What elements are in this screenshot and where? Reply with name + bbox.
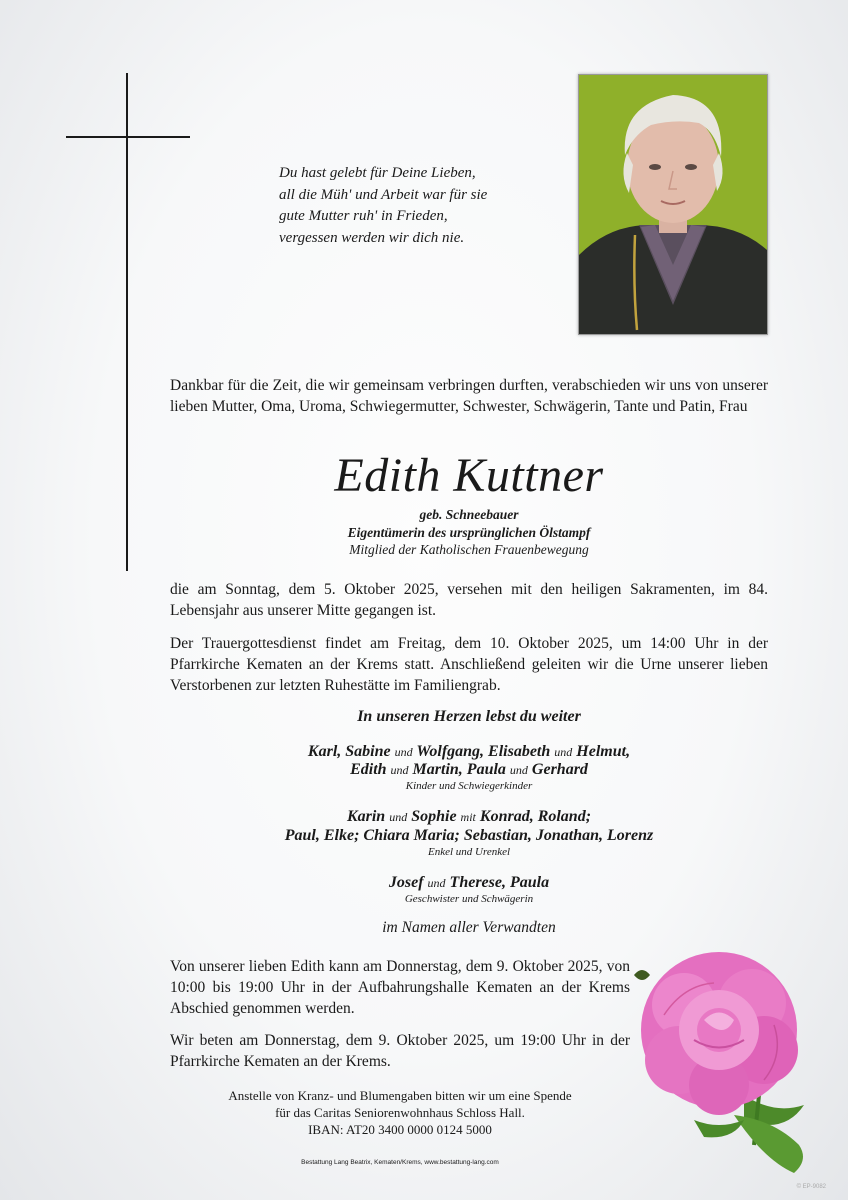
rose-flower-icon xyxy=(624,945,834,1185)
portrait-illustration xyxy=(579,75,767,334)
grandchildren-label: Enkel und Urenkel xyxy=(427,846,511,858)
prayer-text: Wir beten am Donnerstag, dem 9. Oktober 2025, um 19:00 Uhr in der Pfarrkirche Kematen an der Krems. xyxy=(170,1032,630,1070)
poem-line: vergessen werden wir dich nie. xyxy=(279,229,465,246)
mourner-names: Gerhard xyxy=(531,761,588,778)
poem-line: Du hast gelebt für Deine Lieben, xyxy=(279,165,476,181)
service-text: Der Trauergottesdienst findet am Freitag, dem 10. Oktober 2025, um 14:00 Uhr in der Pfarrkirche Kematen an der Krems statt. Anschließend geleiten wir die Urne unserer lieben Verstorbenen zur letzten Ruhestätte im Familiengrab. xyxy=(170,635,768,694)
children-label: Kinder und Schwiegerkinder xyxy=(405,780,533,792)
mourner-names: Josef xyxy=(388,874,424,891)
intro-text: Dankbar für die Zeit, die wir gemeinsam verbringen durften, verabschieden wir uns von unserer lieben Mutter, Oma, Uroma, Schwiegermutter, Schwester, Schwägerin, Tante und Patin, Frau xyxy=(170,377,768,415)
funeral-home-footer: Bestattung Lang Beatrix, Kematen/Krems, www.bestattung-lang.com xyxy=(301,1159,499,1166)
mourner-names: Wolfgang, Elisabeth xyxy=(416,743,551,760)
membership-text: Mitglied der Katholischen Frauenbewegung xyxy=(349,542,589,557)
cross-vertical xyxy=(126,73,128,571)
viewing-text: Von unserer lieben Edith kann am Donnerstag, dem 9. Oktober 2025, von 10:00 bis 19:00 Uhr in der Aufbahrungshalle Kematen an der Krems Abschied genommen werden. xyxy=(170,958,630,1017)
children-line-2 xyxy=(170,759,768,781)
birth-name: geb. Schneebauer xyxy=(419,507,519,522)
connector: mit xyxy=(460,810,476,824)
mourner-names: Therese, Paula xyxy=(449,874,550,891)
poem-line: all die Müh' und Arbeit war für sie xyxy=(279,186,488,203)
mourner-names: Karin xyxy=(346,808,386,825)
siblings-line xyxy=(170,872,768,894)
connector: und xyxy=(509,763,528,777)
mourner-names: Sophie xyxy=(411,808,457,825)
relatives-line: im Namen aller Verwandten xyxy=(382,919,556,936)
donation-line: für das Caritas Seniorenwohnhaus Schloss Hall. xyxy=(275,1105,525,1120)
donation-iban: IBAN: AT20 3400 0000 0124 5000 xyxy=(308,1122,492,1137)
poem-line: gute Mutter ruh' in Frieden, xyxy=(279,208,448,224)
donation-note xyxy=(170,1087,630,1138)
siblings-label: Geschwister und Schwägerin xyxy=(404,893,534,905)
role-text: Eigentümerin des ursprünglichen Ölstampf xyxy=(347,525,591,540)
portrait-photo xyxy=(578,74,768,335)
death-text: die am Sonntag, dem 5. Oktober 2025, versehen mit den heiligen Sakramenten, im 84. Lebensjahr aus unserer Mitte gegangen ist. xyxy=(170,581,768,619)
connector: und xyxy=(394,745,413,759)
connector: und xyxy=(554,745,573,759)
mourner-names: Edith xyxy=(350,761,387,778)
copyright-mark: © EP-9082 xyxy=(796,1184,826,1190)
donation-line: Anstelle von Kranz- und Blumengaben bitten wir um eine Spende xyxy=(228,1088,572,1103)
memorial-poem xyxy=(279,163,539,249)
deceased-name: Edith Kuttner xyxy=(334,449,604,502)
mourner-names: Karl, Sabine xyxy=(307,743,391,760)
grandchildren-line-2: Paul, Elke; Chiara Maria; Sebastian, Jonathan, Lorenz xyxy=(284,827,654,844)
mourner-names: Helmut, xyxy=(576,743,631,760)
connector: und xyxy=(427,876,446,890)
connector: und xyxy=(390,763,409,777)
connector: und xyxy=(389,810,408,824)
heart-line: In unseren Herzen lebst du weiter xyxy=(357,708,581,725)
mourner-names: Martin, Paula xyxy=(412,761,506,778)
mourner-names: Konrad, Roland; xyxy=(479,808,592,825)
cross-horizontal xyxy=(66,136,190,138)
